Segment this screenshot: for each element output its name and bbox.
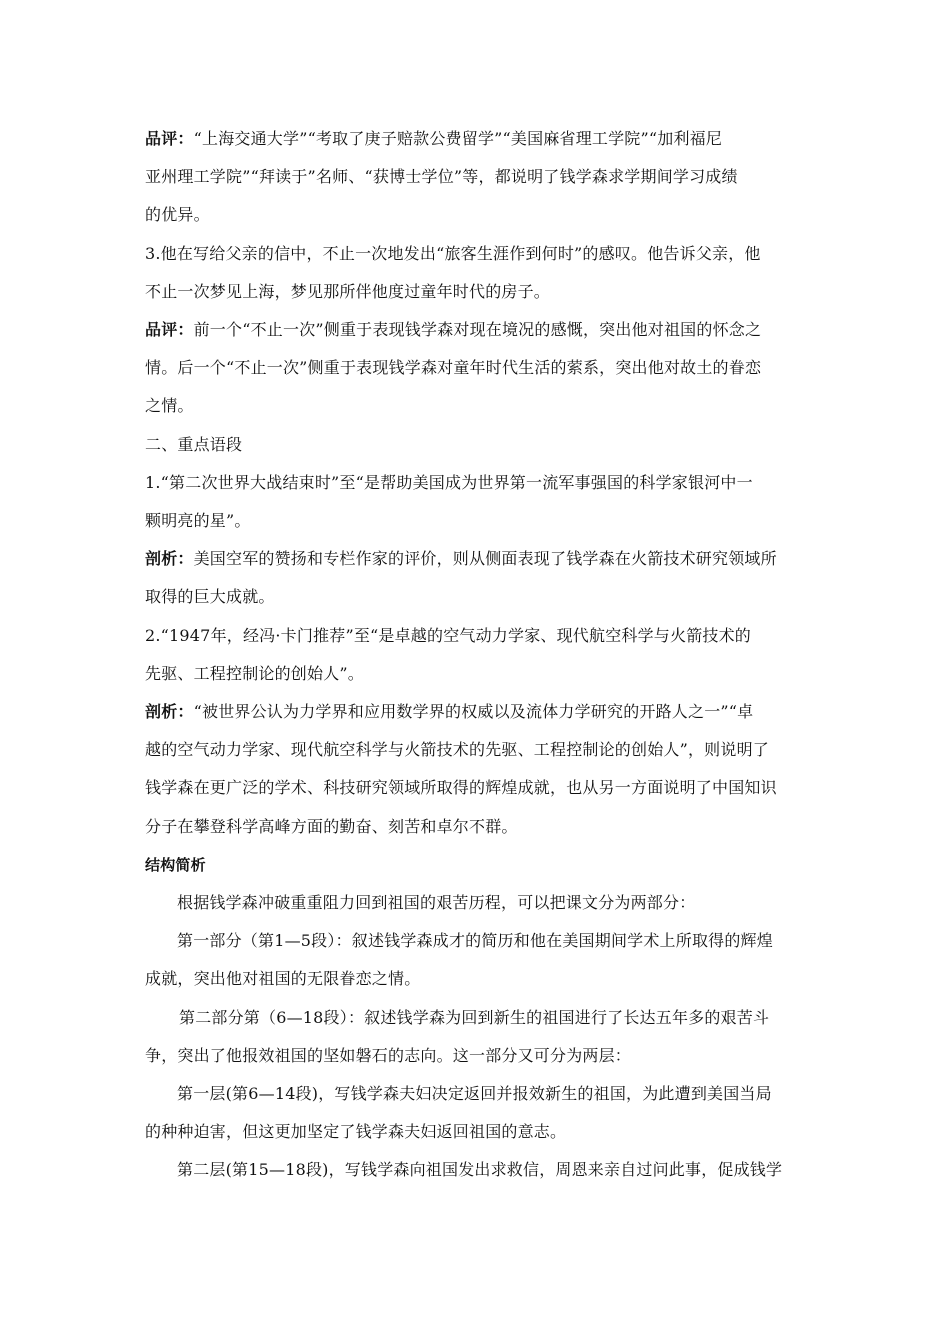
- text-line: [145, 578, 813, 616]
- text-line: [145, 196, 813, 234]
- line-text: 1.“第二次世界大战结束时”至“是帮助美国成为世界第一流军事强国的科学家银河中一: [145, 472, 753, 492]
- text-line: [145, 655, 813, 693]
- line-text: 第二层(第15—18段)，写钱学森向祖国发出求救信，周恩来亲自过问此事，促成钱学: [177, 1160, 783, 1180]
- line-text: 第一部分（第1—5段）：叙述钱学森成才的简历和他在美国期间学术上所取得的辉煌: [177, 931, 773, 951]
- line-text: 的优异。: [145, 205, 210, 225]
- line-text: 取得的巨大成就。: [145, 587, 275, 607]
- text-line: [145, 1113, 813, 1151]
- line-text: 根据钱学森冲破重重阻力回到祖国的艰苦历程，可以把课文分为两部分：: [177, 893, 696, 913]
- text-line: [145, 617, 813, 655]
- line-text: 成就，突出他对祖国的无限眷恋之情。: [145, 969, 421, 989]
- text-line: [145, 731, 813, 769]
- text-line: [145, 540, 813, 578]
- line-text: 前一个“不止一次”侧重于表现钱学森对现在境况的感慨，突出他对祖国的怀念之: [193, 320, 762, 340]
- text-line: [145, 1151, 813, 1189]
- section-heading: 结构简析: [145, 855, 206, 874]
- line-text: 情。后一个“不止一次”侧重于表现钱学森对童年时代生活的萦系，突出他对故土的眷恋: [145, 358, 762, 378]
- text-line: [145, 120, 813, 158]
- line-text: 美国空军的赞扬和专栏作家的评价，则从侧面表现了钱学森在火箭技术研究领域所: [193, 549, 777, 569]
- document-body: [145, 120, 813, 1190]
- text-line: [145, 999, 813, 1037]
- text-line: [145, 960, 813, 998]
- line-text: 不止一次梦见上海，梦见那所伴他度过童年时代的房子。: [145, 281, 551, 301]
- text-line: [145, 311, 813, 349]
- text-line: [145, 464, 813, 502]
- text-line: [145, 349, 813, 387]
- text-line: [145, 387, 813, 425]
- text-line: [145, 922, 813, 960]
- line-text: 越的空气动力学家、现代航空科学与火箭技术的先驱、工程控制论的创始人”，则说明了: [145, 740, 769, 760]
- line-text: “上海交通大学”“考取了庚子赔款公费留学”“美国麻省理工学院”“加利福尼: [193, 129, 723, 148]
- text-line: [145, 502, 813, 540]
- line-text: “被世界公认为力学界和应用数学界的权威以及流体力学研究的开路人之一”“卓: [193, 702, 754, 722]
- line-text: 2.“1947年，经冯·卡门推荐”至“是卓越的空气动力学家、现代航空科学与火箭技术的: [145, 625, 752, 645]
- text-line: [145, 769, 813, 807]
- comment-label: 品评：: [145, 320, 194, 340]
- text-line: [145, 693, 813, 731]
- line-text: 3.他在写给父亲的信中，不止一次地发出“旅客生涯作到何时”的感叹。他告诉父亲，他: [145, 243, 761, 263]
- text-line: [145, 1037, 813, 1075]
- line-text: 颗明亮的星”。: [145, 511, 251, 531]
- comment-label: 剖析：: [145, 549, 194, 569]
- text-line: [145, 158, 813, 196]
- text-line: [145, 884, 813, 922]
- line-text: 之情。: [145, 396, 194, 416]
- text-line: [145, 1075, 813, 1113]
- text-line: [145, 273, 813, 311]
- comment-label: 剖析：: [145, 702, 194, 722]
- text-line: [145, 808, 813, 846]
- line-text: 二、重点语段: [145, 434, 243, 454]
- comment-label: 品评：: [145, 129, 194, 148]
- line-text: 第二部分第（6—18段）：叙述钱学森为回到新生的祖国进行了长达五年多的艰苦斗: [179, 1007, 770, 1027]
- text-line: [145, 235, 813, 273]
- line-text: 亚州理工学院”“拜读于”名师、“获博士学位”等，都说明了钱学森求学期间学习成绩: [145, 167, 738, 187]
- text-line: [145, 426, 813, 464]
- line-text: 第一层(第6—14段)，写钱学森夫妇决定返回并报效新生的祖国，为此遭到美国当局: [177, 1084, 772, 1104]
- line-text: 的种种迫害，但这更加坚定了钱学森夫妇返回祖国的意志。: [145, 1122, 567, 1142]
- line-text: 争，突出了他报效祖国的坚如磐石的志向。这一部分又可分为两层：: [145, 1045, 632, 1065]
- line-text: 钱学森在更广泛的学术、科技研究领域所取得的辉煌成就，也从另一方面说明了中国知识: [145, 778, 777, 798]
- line-text: 先驱、工程控制论的创始人”。: [145, 663, 364, 683]
- line-text: 分子在攀登科学高峰方面的勤奋、刻苦和卓尔不群。: [145, 816, 518, 836]
